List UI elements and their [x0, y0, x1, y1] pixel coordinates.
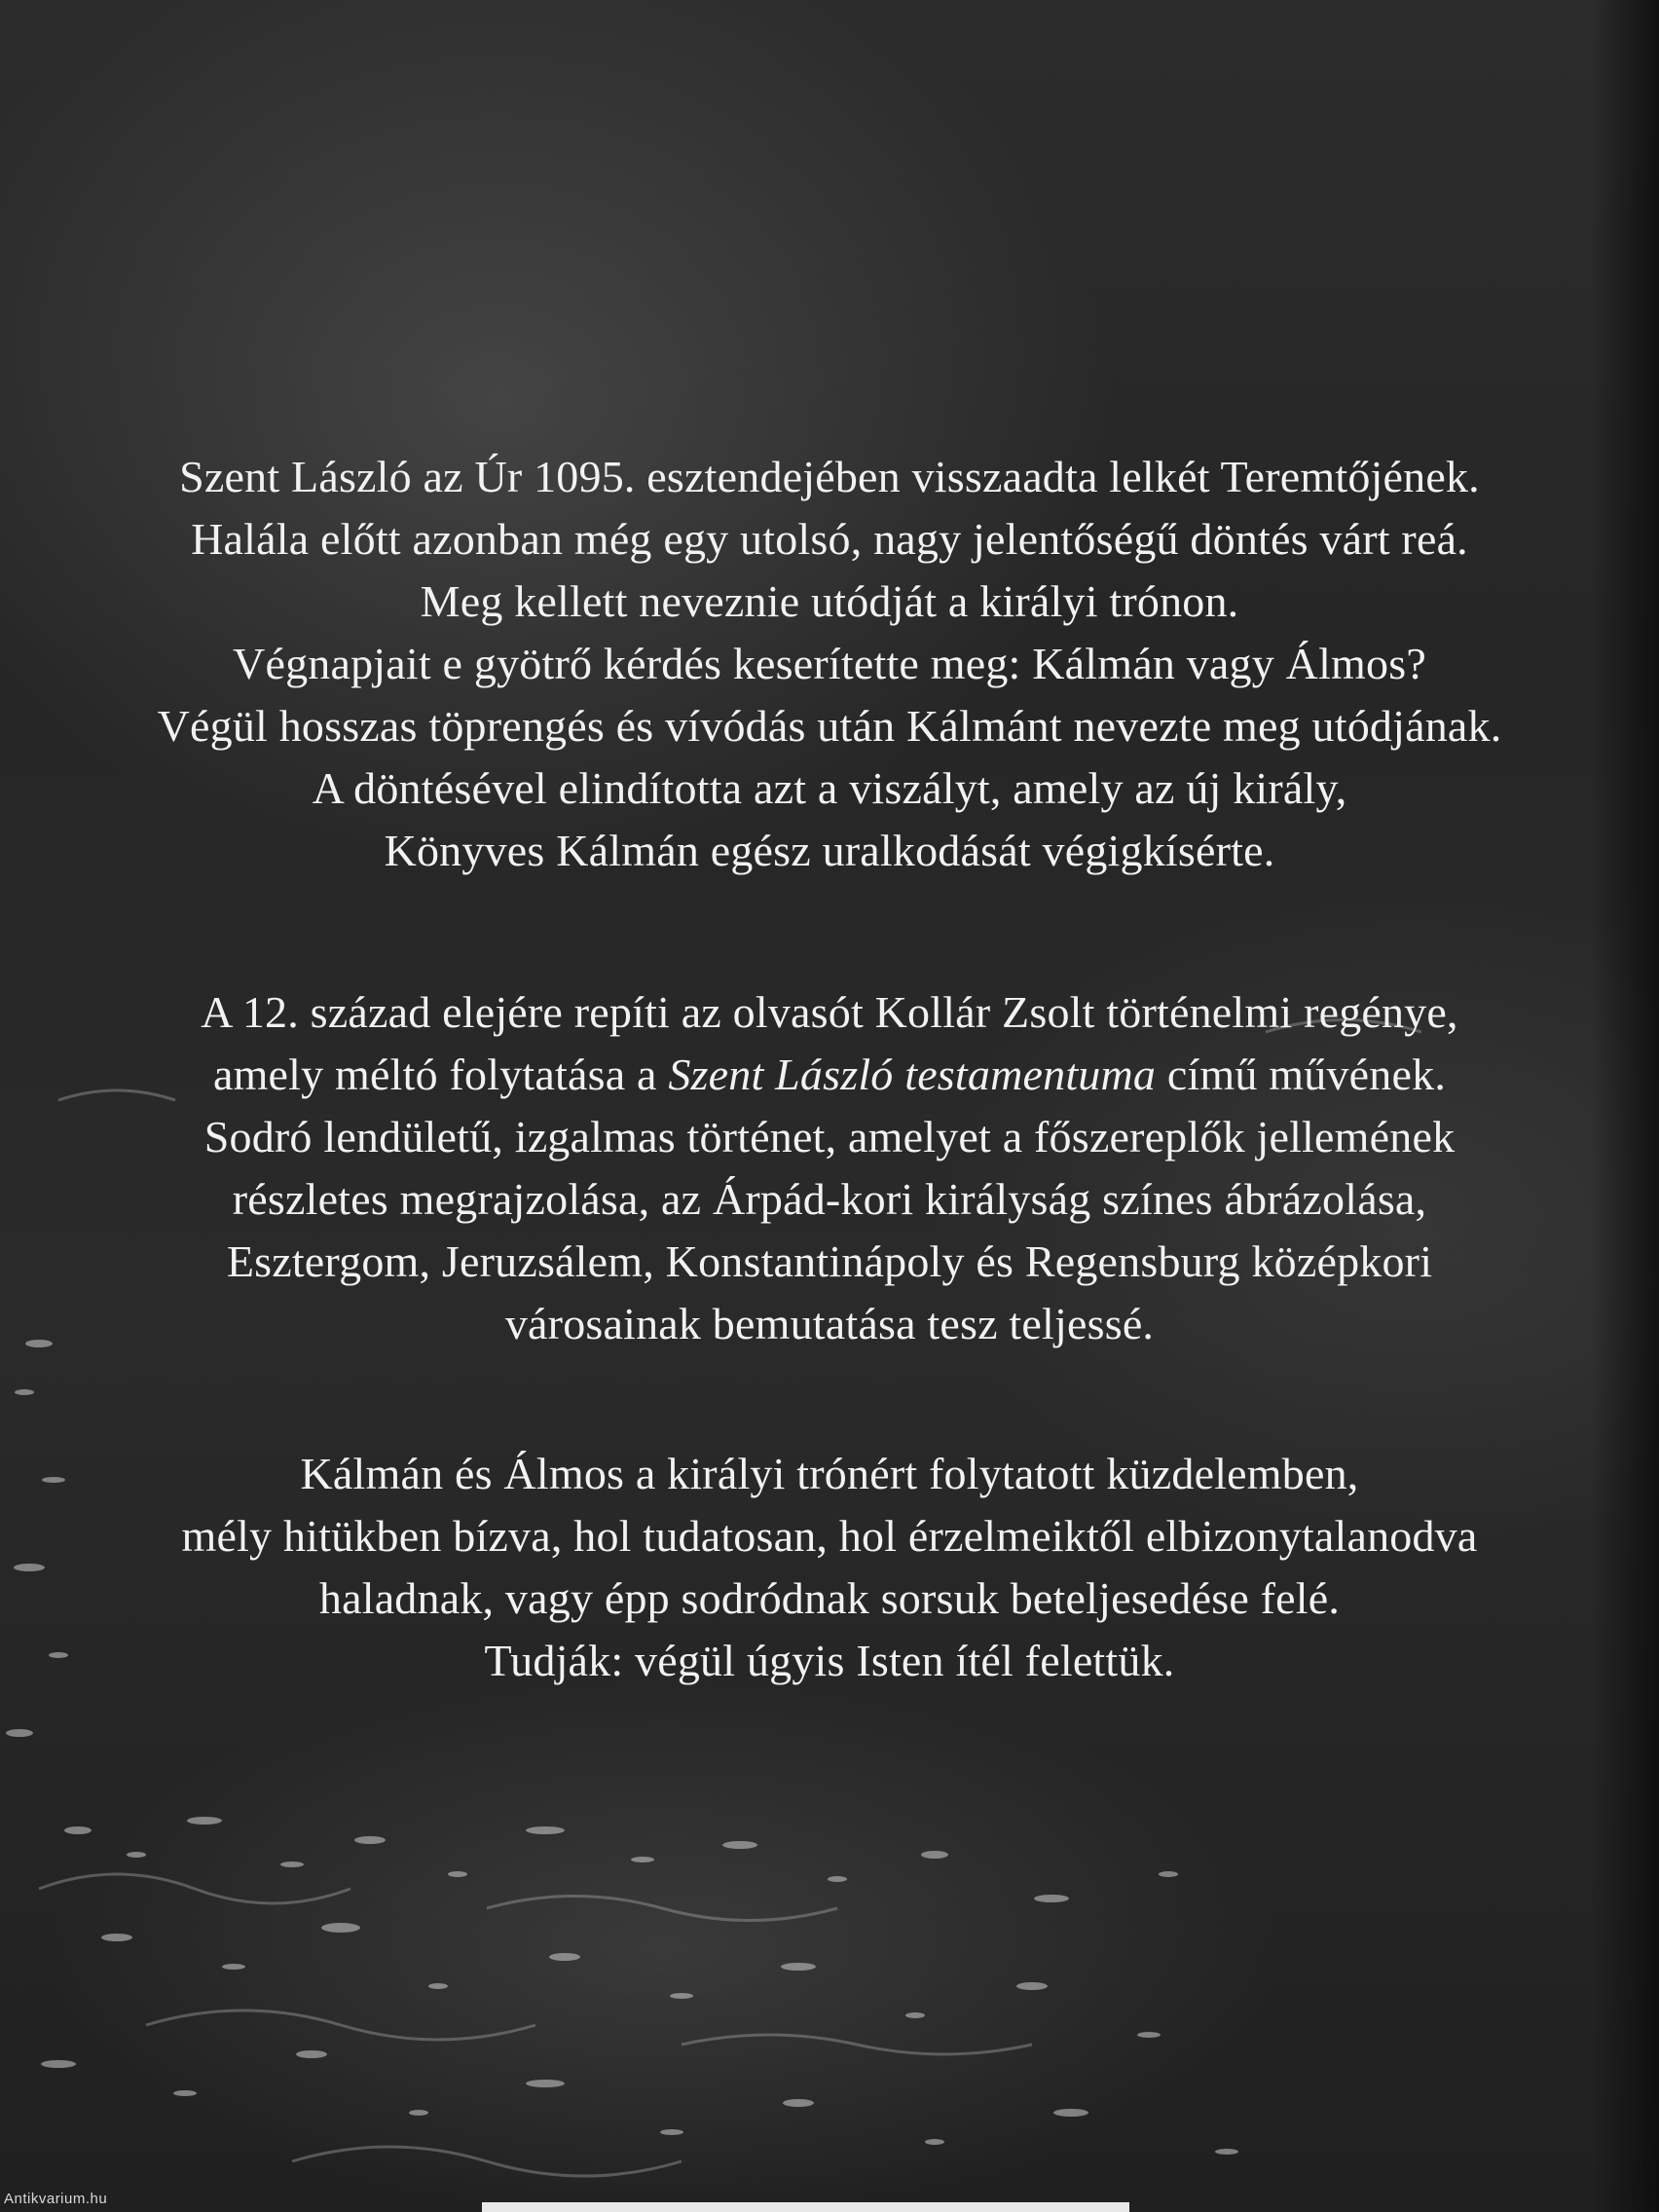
- blurb-line: városainak bemutatása tesz teljessé.: [504, 1299, 1155, 1348]
- blurb-text: amely méltó folytatása a: [212, 1050, 669, 1099]
- previous-book-title: Szent László testamentuma: [668, 1050, 1157, 1099]
- blurb-line: Könyves Kálmán egész uralkodását végigkísérte.: [384, 826, 1275, 875]
- watermark: Antikvarium.hu: [4, 2191, 108, 2207]
- blurb-paragraph-2: [0, 981, 1659, 1355]
- barcode-label-edge: [482, 2202, 1129, 2212]
- blurb-line: Kálmán és Álmos a királyi trónért folytatott küzdelemben,: [300, 1449, 1359, 1498]
- blurb-line: A 12. század elejére repíti az olvasót Kollár Zsolt történelmi regénye,: [201, 987, 1458, 1037]
- blurb-line-with-title: [0, 1044, 1659, 1106]
- blurb-line: Esztergom, Jeruzsálem, Konstantinápoly és Regensburg középkori: [226, 1236, 1433, 1286]
- blurb-paragraph-1: [0, 446, 1659, 882]
- blurb-paragraph-3: [0, 1443, 1659, 1692]
- blurb-line: Meg kellett neveznie utódját a királyi trónon.: [420, 576, 1239, 626]
- blurb-line: Halála előtt azonban még egy utolsó, nagy jelentőségű döntés várt reá.: [191, 514, 1468, 564]
- blurb-line: Végnapjait e gyötrő kérdés keserítette meg: Kálmán vagy Álmos?: [233, 639, 1426, 688]
- blurb-line: Tudják: végül úgyis Isten ítél felettük.: [484, 1636, 1175, 1685]
- blurb-line: Végül hosszas töprengés és vívódás után Kálmánt nevezte meg utódjának.: [157, 701, 1502, 751]
- blurb-text: című művének.: [1156, 1050, 1447, 1099]
- blurb-line: A döntésével elindította azt a viszályt, amely az új király,: [312, 763, 1347, 813]
- blurb-line: haladnak, vagy épp sodródnak sorsuk beteljesedése felé.: [318, 1573, 1341, 1623]
- blurb-line: Szent László az Úr 1095. esztendejében visszaadta lelkét Teremtőjének.: [179, 452, 1480, 501]
- blurb-line: Sodró lendületű, izgalmas történet, amelyet a főszereplők jellemének: [203, 1112, 1456, 1161]
- blurb-line: mély hitükben bízva, hol tudatosan, hol érzelmeiktől elbizonytalanodva: [181, 1511, 1478, 1561]
- blurb-line: részletes megrajzolása, az Árpád-kori királyság színes ábrázolása,: [232, 1174, 1427, 1224]
